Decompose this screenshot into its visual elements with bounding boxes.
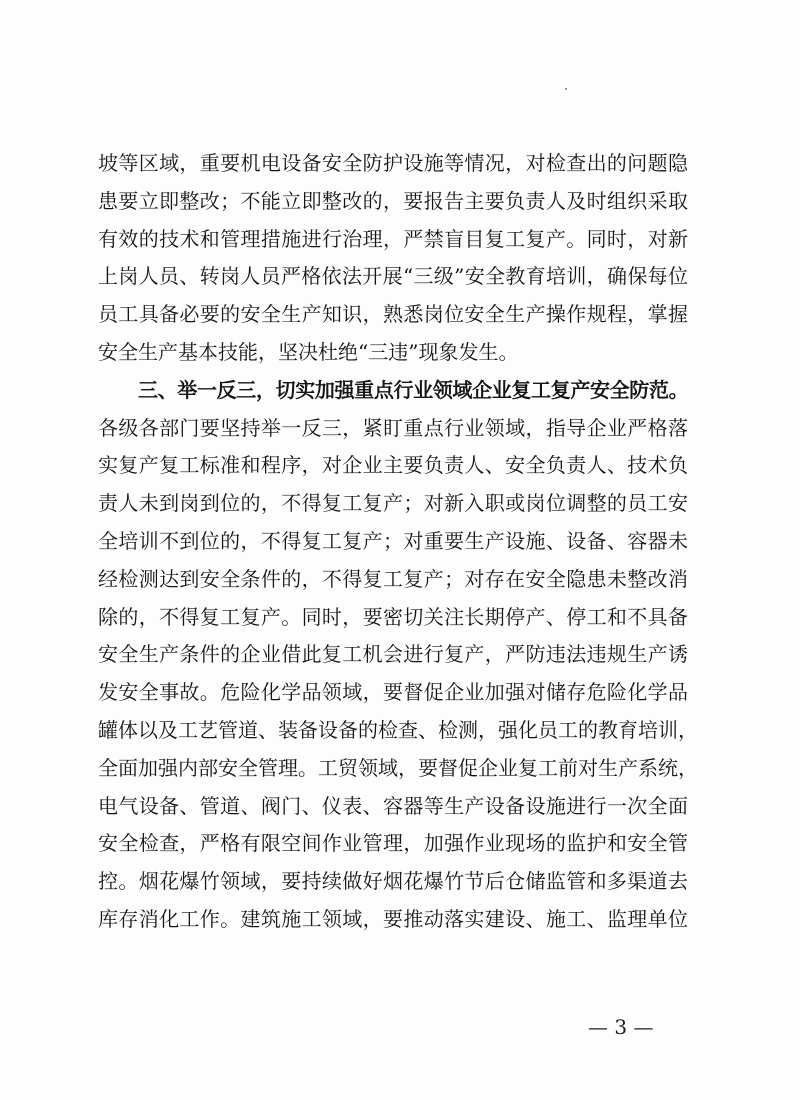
text-line: 实复产复工标准和程序，对企业主要负责人、安全负责人、技术负: [98, 453, 688, 478]
text-line: 罐体以及工艺管道、装备设备的检查、检测，强化员工的教育培训，: [98, 717, 698, 742]
text-line: 各级各部门要坚持举一反三，紧盯重点行业领域，指导企业严格落: [98, 415, 688, 440]
text-line: 责人未到岗到位的，不得复工复产；对新入职或岗位调整的员工安: [98, 491, 688, 516]
scan-speck: [565, 88, 567, 90]
text-line: 全面加强内部安全管理。工贸领域，要督促企业复工前对生产系统，: [98, 755, 698, 780]
text-line: 全培训不到位的，不得复工复产；对重要生产设施、设备、容器未: [98, 528, 688, 553]
text-line: 患要立即整改；不能立即整改的，要报告主要负责人及时组织采取: [98, 188, 688, 213]
text-line: 安全检查，严格有限空间作业管理，加强作业现场的监护和安全管: [98, 831, 688, 856]
text-line: 除的，不得复工复产。同时，要密切关注长期停产、停工和不具备: [98, 604, 688, 629]
text-line: 安全生产条件的企业借此复工机会进行复产，严防违法违规生产诱: [98, 642, 688, 667]
text-line: 控。烟花爆竹领域，要持续做好烟花爆竹节后仓储监管和多渠道去: [98, 869, 688, 894]
text-line: 电气设备、管道、阀门、仪表、容器等生产设备设施进行一次全面: [98, 793, 688, 818]
text-line: 安全生产基本技能，坚决杜绝“三违”现象发生。: [98, 339, 519, 364]
section-heading-line: [98, 372, 688, 410]
text-line: 上岗人员、转岗人员严格依法开展“三级”安全教育培训，确保每位: [98, 264, 688, 289]
text-line: 库存消化工作。建筑施工领域，要推动落实建设、施工、监理单位: [98, 906, 688, 931]
section-heading: 三、举一反三，切实加强重点行业领域企业复工复产安全防范。: [138, 377, 688, 402]
text-line: 经检测达到安全条件的，不得复工复产；对存在安全隐患未整改消: [98, 566, 688, 591]
body-text: [98, 145, 698, 939]
page-number: — 3 —: [588, 1015, 654, 1039]
text-line: 发安全事故。危险化学品领域，要督促企业加强对储存危险化学品: [98, 680, 688, 705]
text-line: 坡等区域，重要机电设备安全防护设施等情况，对检查出的问题隐: [98, 151, 688, 175]
text-line: 员工具备必要的安全生产知识，熟悉岗位安全生产操作规程，掌握: [98, 302, 688, 327]
text-line: 有效的技术和管理措施进行治理，严禁盲目复工复产。同时，对新: [98, 226, 688, 251]
